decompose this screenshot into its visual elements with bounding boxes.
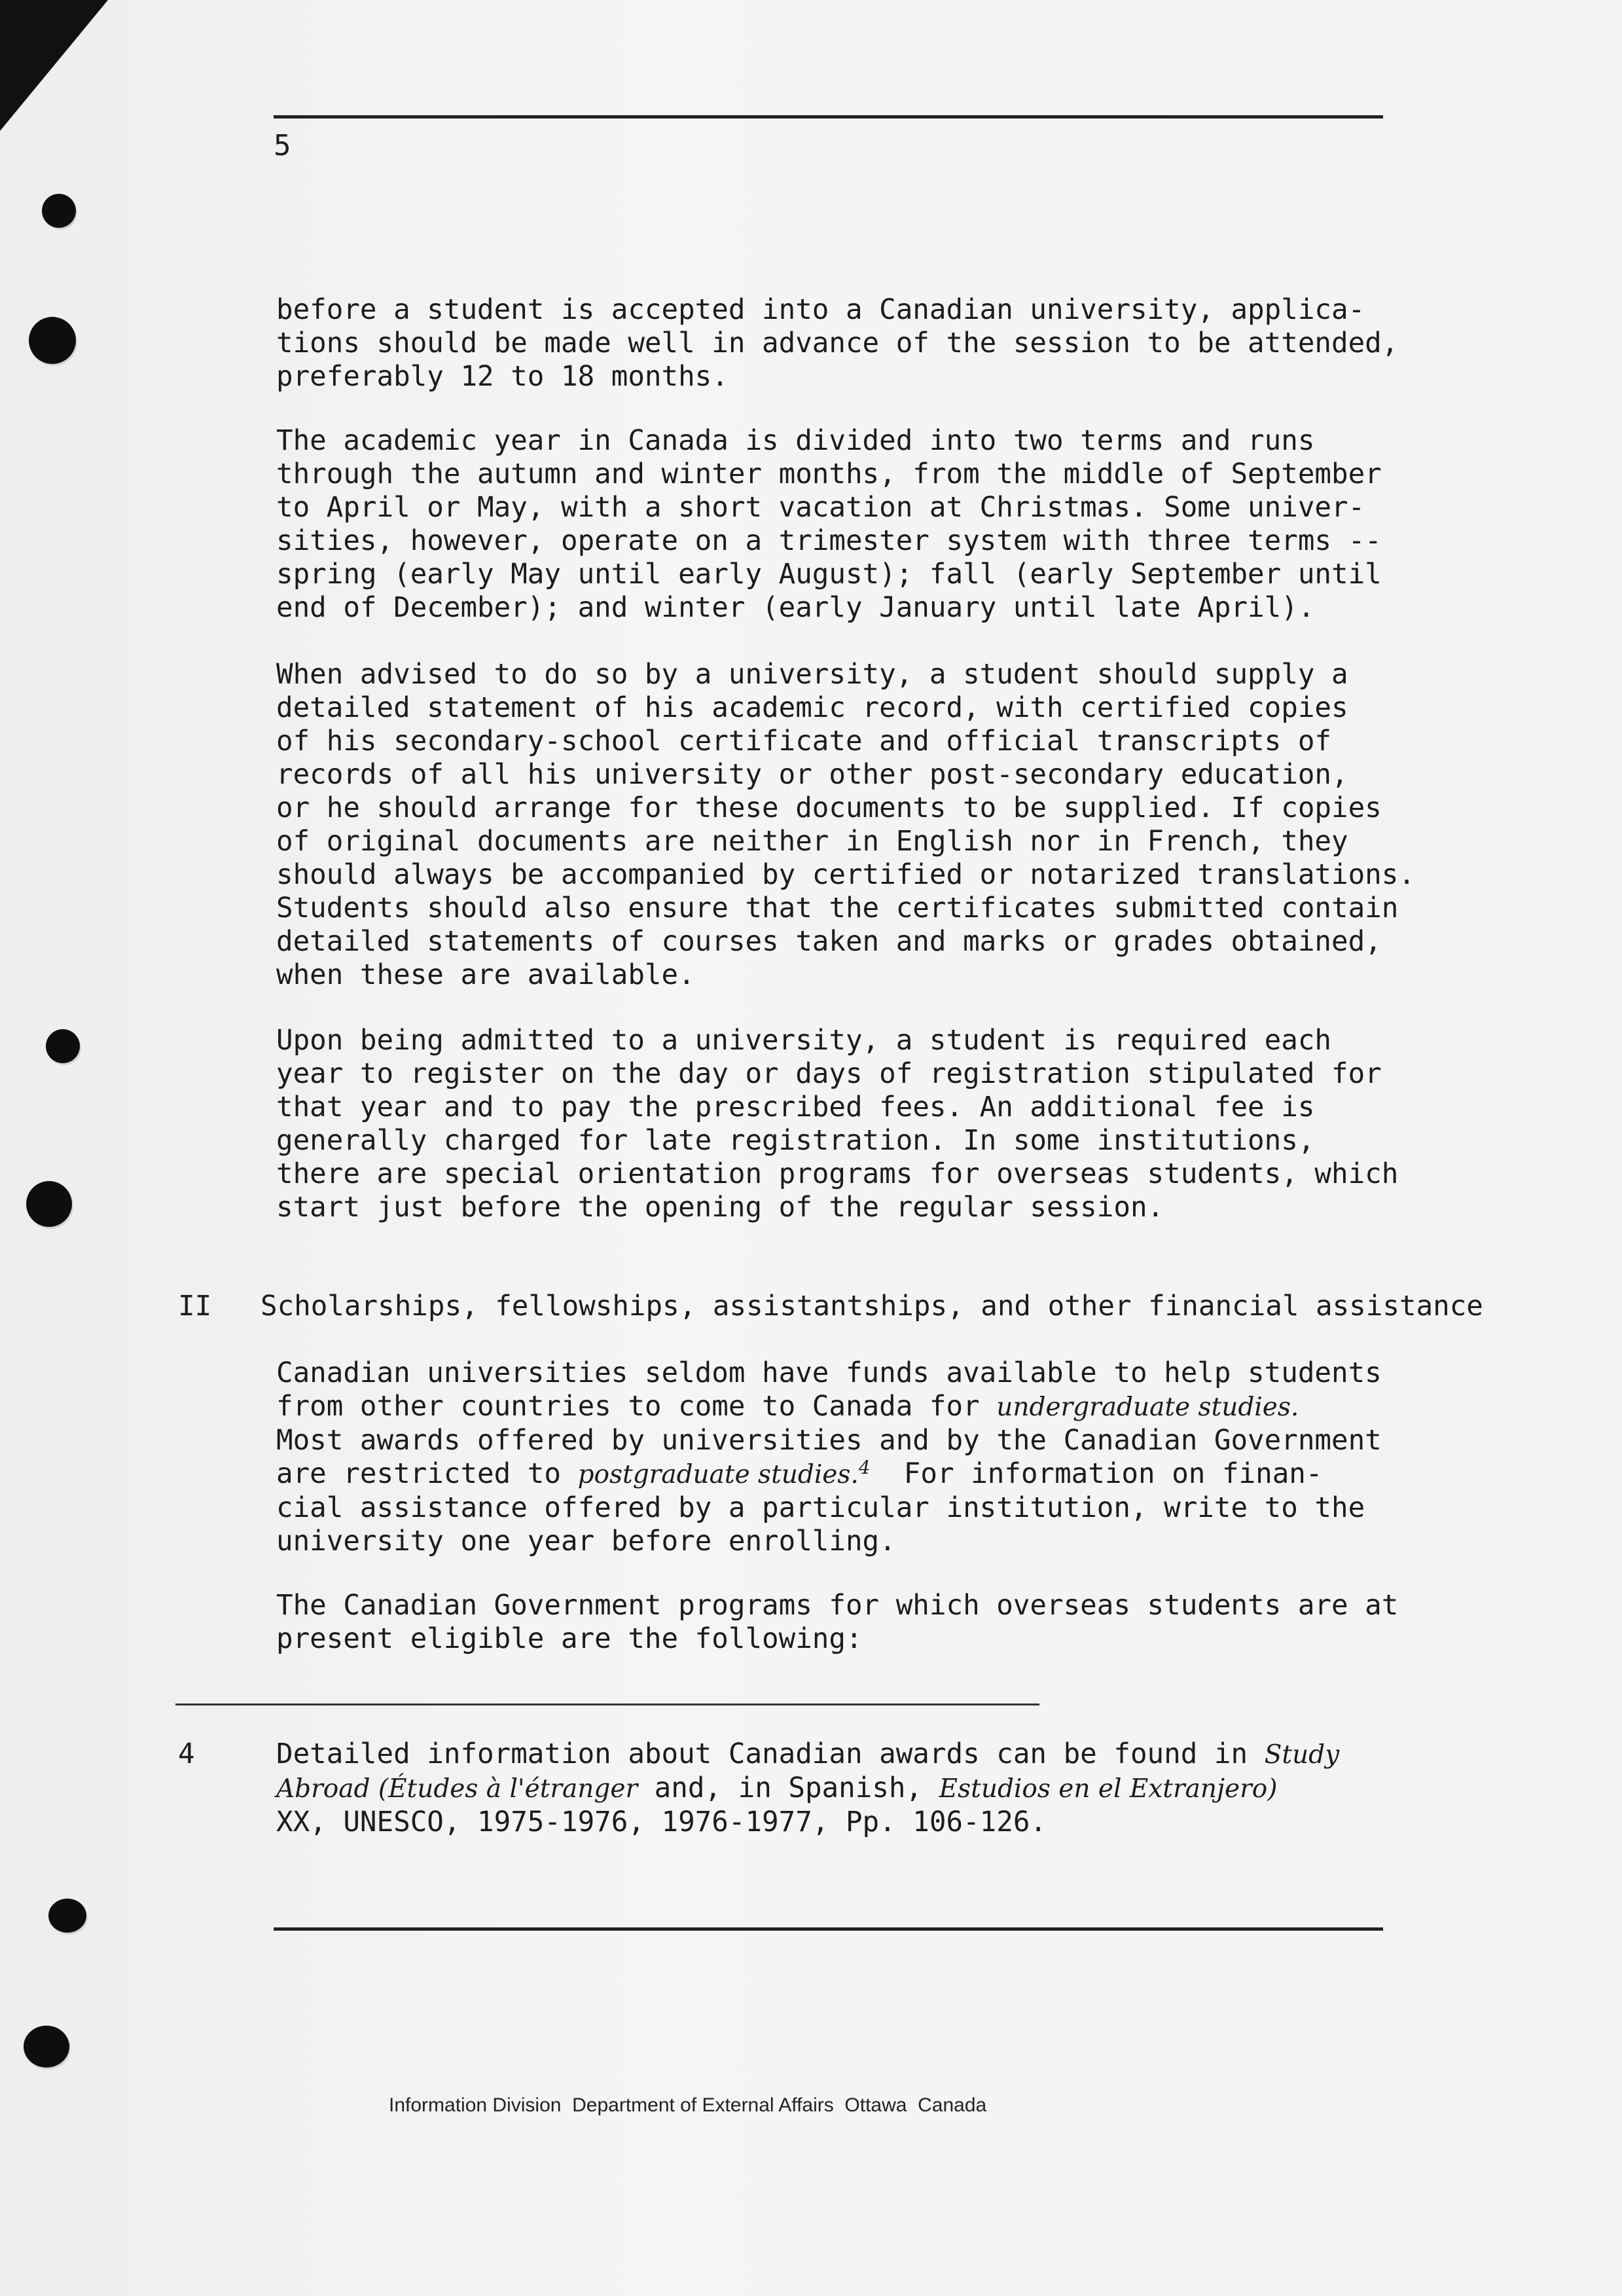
text-line: through the autumn and winter months, from the middle of September bbox=[276, 458, 1382, 490]
footnote-separator bbox=[175, 1704, 1039, 1705]
text-line: or he should arrange for these documents to be supplied. If copies bbox=[276, 792, 1382, 824]
text-line: end of December); and winter (early January until late April). bbox=[276, 592, 1315, 624]
paragraph-2 bbox=[276, 424, 1382, 625]
text-line: Canadian universities seldom have funds available to help students bbox=[276, 1357, 1382, 1389]
footer-rule bbox=[274, 1927, 1383, 1931]
text-line: year to register on the day or days of registration stipulated for bbox=[276, 1058, 1382, 1090]
folded-corner bbox=[0, 0, 108, 131]
text-line: Most awards offered by universities and by the Canadian Government bbox=[276, 1425, 1382, 1457]
paragraph-3 bbox=[276, 658, 1415, 992]
text-line: and, in Spanish, bbox=[638, 1772, 939, 1804]
punch-hole bbox=[46, 1029, 80, 1063]
text-line: spring (early May until early August); fall (early September until bbox=[276, 558, 1382, 591]
text-line: records of all his university or other post-secondary education, bbox=[276, 759, 1348, 791]
page-number: 5 bbox=[274, 129, 291, 162]
text-line: of original documents are neither in English nor in French, they bbox=[276, 826, 1348, 858]
text-line: The academic year in Canada is divided into two terms and runs bbox=[276, 425, 1315, 457]
text-line: The Canadian Government programs for which overseas students are at bbox=[276, 1590, 1399, 1622]
text-line: preferably 12 to 18 months. bbox=[276, 361, 729, 393]
text-line: Upon being admitted to a university, a student is required each bbox=[276, 1025, 1331, 1057]
text-line: there are special orientation programs for overseas students, which bbox=[276, 1158, 1399, 1190]
text-line: XX, UNESCO, 1975-1976, 1976-1977, Pp. 106-126. bbox=[276, 1806, 1047, 1838]
paragraph-6 bbox=[276, 1589, 1398, 1656]
text-line: For information on finan- bbox=[870, 1458, 1323, 1490]
text-line: tions should be made well in advance of the session to be attended, bbox=[276, 327, 1399, 359]
punch-hole bbox=[48, 1899, 86, 1933]
section-number: II bbox=[178, 1290, 212, 1322]
text-line: cial assistance offered by a particular institution, write to the bbox=[276, 1492, 1365, 1524]
text-line: detailed statement of his academic record, with certified copies bbox=[276, 692, 1348, 724]
header-rule bbox=[274, 115, 1383, 118]
text-line: when these are available. bbox=[276, 959, 695, 991]
punch-hole bbox=[24, 2026, 69, 2068]
text-line: before a student is accepted into a Canadian university, applica- bbox=[276, 294, 1365, 326]
text-line: Detailed information about Canadian awards can be found in bbox=[276, 1738, 1265, 1770]
footnote-text bbox=[276, 1738, 1339, 1839]
paragraph-5 bbox=[276, 1357, 1382, 1558]
footnote-number: 4 bbox=[178, 1738, 195, 1770]
text-line: from other countries to come to Canada for bbox=[276, 1391, 997, 1423]
text-line: start just before the opening of the regular session. bbox=[276, 1192, 1164, 1224]
text-line: should always be accompanied by certified or notarized translations. bbox=[276, 859, 1415, 891]
text-line: detailed statements of courses taken and marks or grades obtained, bbox=[276, 926, 1382, 958]
text-line: Students should also ensure that the certificates submitted contain bbox=[276, 892, 1399, 924]
punch-hole bbox=[29, 317, 76, 364]
text-line: present eligible are the following: bbox=[276, 1623, 863, 1655]
text-line: sities, however, operate on a trimester system with three terms -- bbox=[276, 525, 1382, 557]
paragraph-1 bbox=[276, 293, 1398, 393]
text-line: generally charged for late registration. In some institutions, bbox=[276, 1125, 1315, 1157]
italic-term: undergraduate studies. bbox=[996, 1393, 1299, 1422]
punch-hole bbox=[26, 1181, 72, 1227]
footnote-reference[interactable]: 4 bbox=[858, 1457, 871, 1478]
text-line: are restricted to bbox=[276, 1458, 578, 1490]
italic-title: Study bbox=[1264, 1740, 1340, 1770]
footer-text: Information Division Department of External Affairs Ottawa Canada bbox=[389, 2094, 987, 2116]
text-line: university one year before enrolling. bbox=[276, 1525, 896, 1558]
italic-term: postgraduate studies. bbox=[577, 1460, 859, 1489]
paragraph-4 bbox=[276, 1024, 1398, 1224]
text-line: of his secondary-school certificate and official transcripts of bbox=[276, 725, 1331, 757]
italic-title: Abroad (Études à l'étranger bbox=[276, 1774, 638, 1804]
italic-title: Estudios en el Extranjero) bbox=[939, 1774, 1278, 1804]
text-line: When advised to do so by a university, a student should supply a bbox=[276, 659, 1348, 691]
text-line: that year and to pay the prescribed fees. An additional fee is bbox=[276, 1091, 1315, 1123]
text-line: to April or May, with a short vacation at Christmas. Some univer- bbox=[276, 492, 1365, 524]
section-heading: Scholarships, fellowships, assistantships, and other financial assistance bbox=[261, 1290, 1483, 1322]
punch-hole bbox=[42, 194, 76, 228]
